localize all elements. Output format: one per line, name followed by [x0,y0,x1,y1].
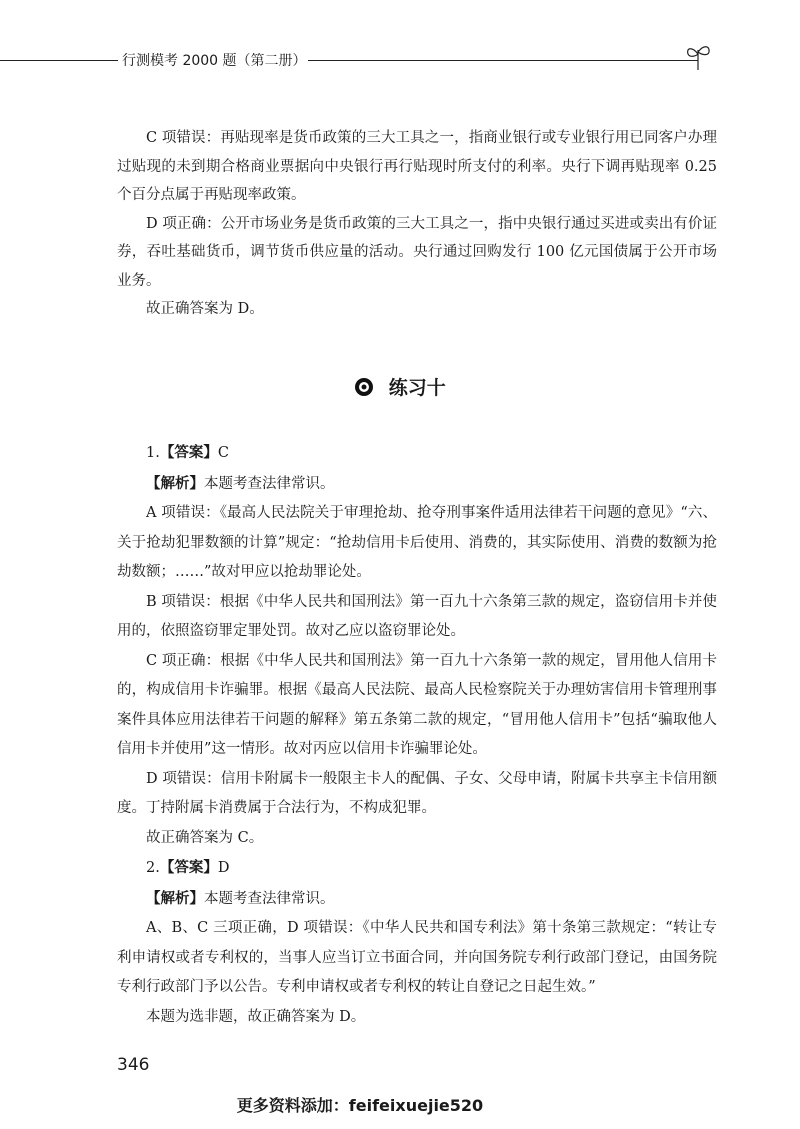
section-title: 练习十 [388,377,446,399]
q2-conclusion: 本题为选非题，故正确答案为 D。 [146,1008,366,1025]
header-rule-right [308,60,698,61]
q1-answer-label: 【答案】 [159,444,218,461]
sprout-icon [682,42,714,72]
q2-analysis-label: 【解析】 [146,889,204,907]
paragraph-conclusion: 故正确答案为 D。 [146,301,264,317]
paragraph-c: C 项错误：再贴现率是货币政策的三大工具之一，指商业银行或专业银行用已同客户办理过贴现的未到期合格商业票据向中央银行再行贴现时所支付的利率。央行下调再贴现率 0.25 个百分点属于再贴现率政策。 [117,130,717,203]
section-heading [0,373,800,400]
header-rule-left [0,60,118,61]
q1-option-a: A 项错误：《最高人民法院关于审理抢劫、抢夺刑事案件适用法律若干问题的意见》“六、关于抢劫犯罪数额的计算”规定：“抢劫信用卡后使用、消费的，其实际使用、消费的数额为抢劫数额；……”故对甲应以抢劫罪论处。 [117,505,717,580]
footer-note: 更多资料添加：feifeixuejie520 [236,1096,484,1115]
q1-analysis-line [117,469,717,500]
q1-answer: C [217,445,229,461]
q1-answer-line [117,438,717,469]
exercise-10 [117,438,717,1032]
q1-analysis-label: 【解析】 [146,474,204,492]
q1-option-c: C 项正确：根据《中华人民共和国刑法》第一百九十六条第一款的规定，冒用他人信用卡的，构成信用卡诈骗罪。根据《最高人民法院、最高人民检察院关于办理妨害信用卡管理刑事案件具体应用法律若干问题的解释》第五条第二款的规定，“冒用他人信用卡”包括“骗取他人信用卡并使用”这一情形。故对丙应以信用卡诈骗罪论处。 [117,652,717,757]
book-title: 行测模考 2000 题（第二册） [122,53,307,69]
q2-answer: D [217,860,230,876]
section-1 [117,124,717,324]
paragraph-d: D 项正确：公开市场业务是货币政策的三大工具之一，指中央银行通过买进或卖出有价证券，吞吐基础货币，调节货币供应量的活动。央行通过回购发行 100 亿元国债属于公开市场业务。 [117,215,717,289]
flower-icon [354,377,374,397]
q2-number: 2. [146,860,160,876]
q1-number: 1. [146,445,160,461]
q1-option-b: B 项错误：根据《中华人民共和国刑法》第一百九十六条第三款的规定，盗窃信用卡并使用的，依照盗窃罪定罪处罚。故对乙应以盗窃罪论处。 [117,593,717,639]
page-number: 346 [117,1055,150,1075]
q1-analysis: 本题考查法律常识。 [204,475,335,492]
running-header [0,42,800,82]
q1-conclusion: 故正确答案为 C。 [146,829,264,846]
q2-answer-label: 【答案】 [159,859,218,876]
q1-option-d: D 项错误：信用卡附属卡一般限主卡人的配偶、子女、父母申请，附属卡共享主卡信用额度。丁持附属卡消费属于合法行为，不构成犯罪。 [117,770,717,816]
q2-analysis: 本题考查法律常识。 [204,890,335,907]
q2-analysis-line [117,884,717,915]
q2-answer-line [117,853,717,884]
q2-text: A、B、C 三项正确，D 项错误：《中华人民共和国专利法》第十条第三款规定：“转让专利申请权或者专利权的，当事人应当订立书面合同，并向国务院专利行政部门登记，由国务院专利行政部门予以公告。专利申请权或者专利权的转让自登记之日起生效。” [117,920,717,995]
